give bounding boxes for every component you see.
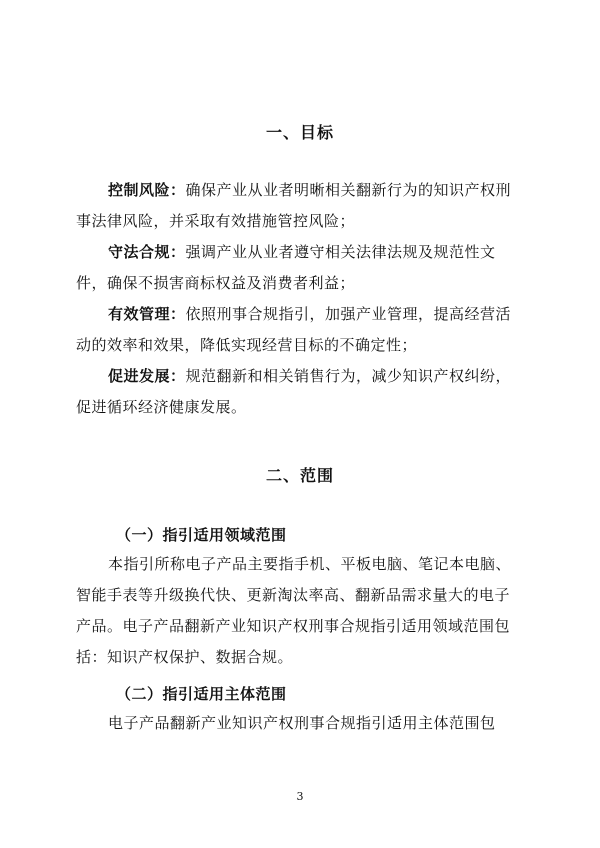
- goal-lead: 控制风险：: [108, 181, 186, 199]
- goal-item-development: [76, 361, 524, 423]
- goal-lead: 守法合规：: [108, 243, 186, 261]
- paragraph-line: 智能手表等升级换代快、更新淘汰率高、翻新品需求量大的电子: [76, 586, 511, 604]
- goal-lead: 有效管理：: [108, 305, 186, 323]
- subsection-title-subject-scope: （二）指引适用主体范围: [116, 685, 287, 703]
- goal-item-compliance: [76, 237, 524, 299]
- goal-text: 依照刑事合规指引，加强产业管理，提高经营活: [185, 305, 512, 323]
- page-number: 3: [296, 790, 304, 803]
- goal-text-continued: 促进循环经济健康发展。: [76, 398, 247, 416]
- goal-text: 规范翻新和相关销售行为，减少知识产权纠纷，: [185, 367, 512, 385]
- paragraph-line: 电子产品翻新产业知识产权刑事合规指引适用主体范围包: [108, 714, 496, 732]
- goal-item-management: [76, 299, 524, 361]
- section-heading-goals: 一、目标: [265, 123, 334, 142]
- section-heading-scope: 二、范围: [265, 466, 334, 485]
- goal-text-continued: 动的效率和效果，降低实现经营目标的不确定性；: [76, 336, 418, 354]
- paragraph-line: 括：知识产权保护、数据合规。: [76, 648, 294, 666]
- goal-item-control-risk: [76, 175, 524, 237]
- goal-text: 强调产业从业者遵守相关法律法规及规范性文: [185, 243, 496, 261]
- subject-scope-paragraph: [76, 708, 524, 739]
- domain-scope-paragraph: [76, 549, 524, 673]
- paragraph-line: 本指引所称电子产品主要指手机、平板电脑、笔记本电脑、: [108, 555, 512, 573]
- paragraph-line: 产品。电子产品翻新产业知识产权刑事合规指引适用领域范围包: [76, 617, 511, 635]
- subsection-title-domain-scope: （一）指引适用领域范围: [116, 526, 287, 544]
- goal-text-continued: 事法律风险，并采取有效措施管控风险；: [76, 212, 356, 230]
- goal-text-continued: 件，确保不损害商标权益及消费者利益；: [76, 274, 356, 292]
- goal-lead: 促进发展：: [108, 367, 186, 385]
- goal-text: 确保产业从业者明晰相关翻新行为的知识产权刑: [185, 181, 512, 199]
